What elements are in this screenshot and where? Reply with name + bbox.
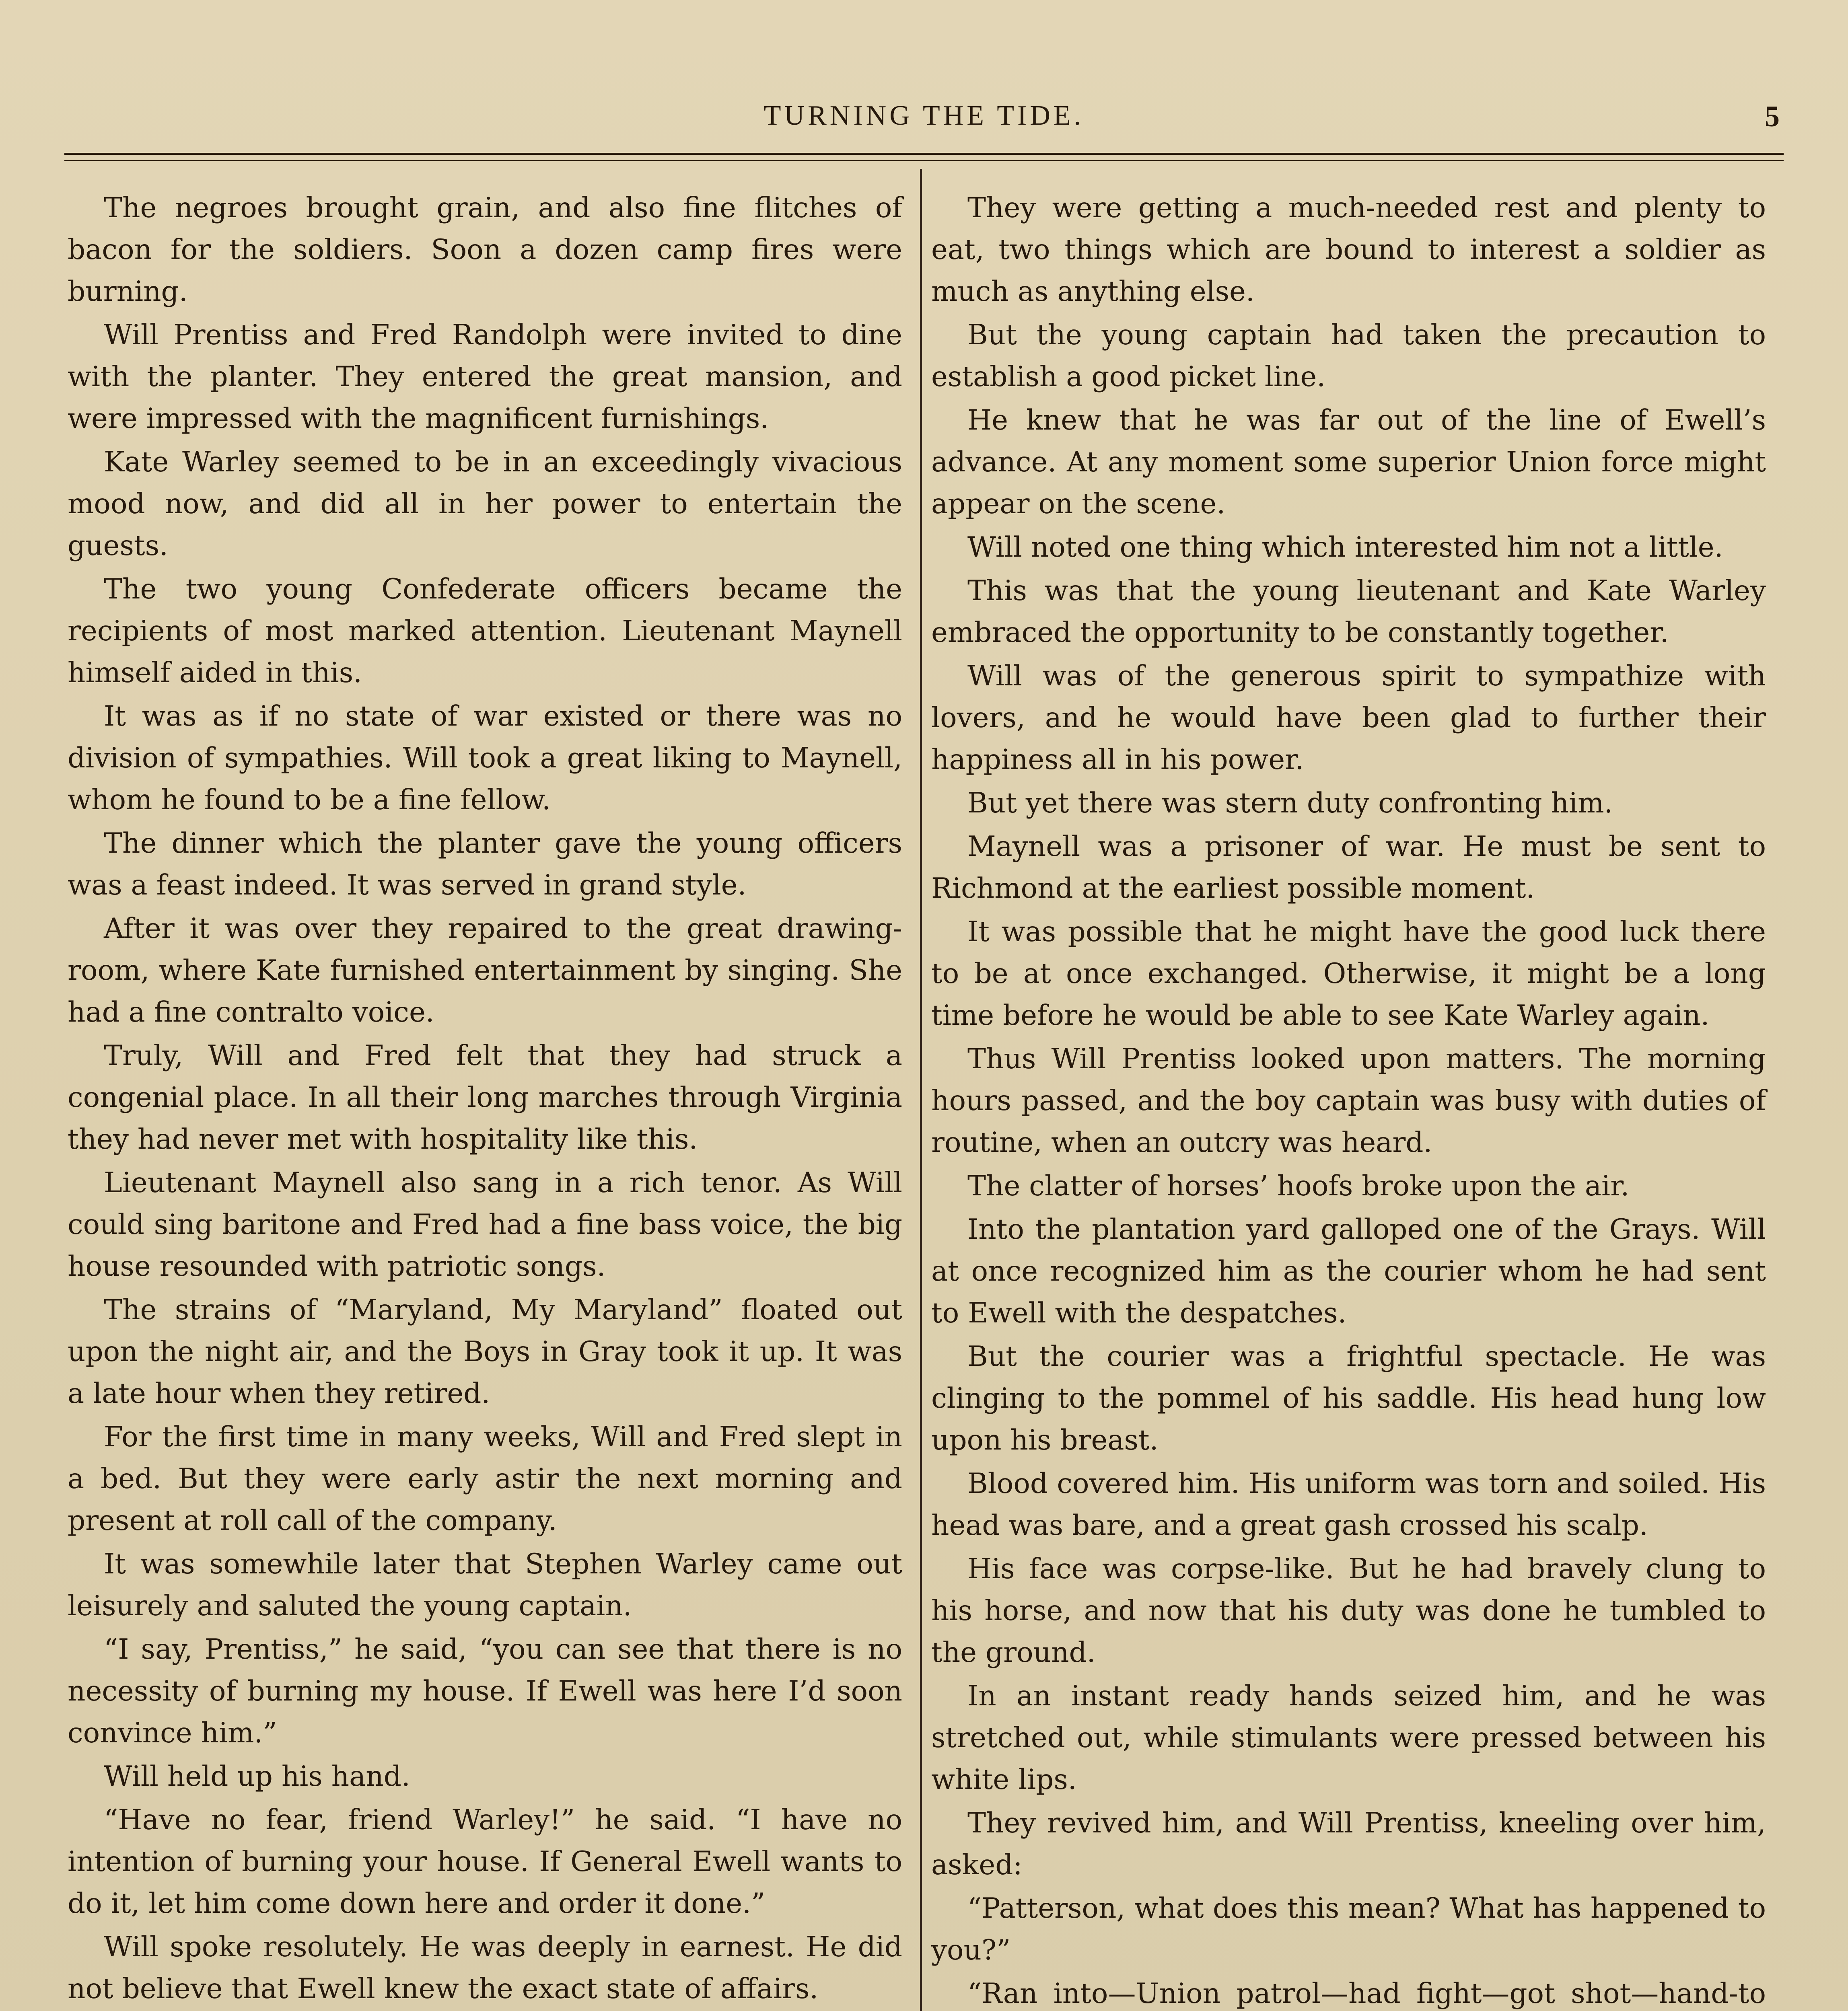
paragraph: He knew that he was far out of the line of Ewell’s advance. At any moment some superior Union force might appear on the scene. <box>931 404 1766 520</box>
paragraph: Will was of the generous spirit to sympathize with lovers, and he would have been glad to further their happiness all in his power. <box>931 660 1766 776</box>
paragraph: Will Prentiss and Fred Randolph were invited to dine with the planter. They entered the great mansion, and were impressed with the magnificent furnishings. <box>68 319 902 435</box>
paragraph: For the first time in many weeks, Will and Fred slept in a bed. But they were early astir the next morning and present at roll call of the company. <box>68 1421 902 1537</box>
paragraph: It was possible that he might have the good luck there to be at once exchanged. Otherwise, it might be a long time before he would be able to see Kate Warley again. <box>931 916 1766 1032</box>
paragraph: “Patterson, what does this mean? What has happened to you?” <box>931 1892 1766 1966</box>
paragraph: The strains of “Maryland, My Maryland” floated out upon the night air, and the Boys in Gray took it up. It was a late hour when they retired. <box>68 1294 902 1410</box>
paragraph: “Have no fear, friend Warley!” he said. “I have no intention of burning your house. If General Ewell wants to do it, let him come down here and order it done.” <box>68 1804 902 1920</box>
paragraph: Blood covered him. His uniform was torn and soiled. His head was bare, and a great gash crossed his scalp. <box>931 1468 1766 1542</box>
page-number: 5 <box>1765 100 1780 133</box>
paragraph: The dinner which the planter gave the young officers was a feast indeed. It was served in grand style. <box>68 827 902 901</box>
paragraph: Will spoke resolutely. He was deeply in earnest. He did not believe that Ewell knew the exact state of affairs. <box>68 1931 902 2005</box>
paragraph: Will noted one thing which interested him not a little. <box>967 531 1723 563</box>
paragraph: It was as if no state of war existed or there was no division of sympathies. Will took a great liking to Maynell, whom he found to be a fine fellow. <box>68 700 902 816</box>
paragraph: Thus Will Prentiss looked upon matters. The morning hours passed, and the boy captain was busy with duties of routine, when an outcry was heard. <box>931 1043 1766 1159</box>
paragraph: Truly, Will and Fred felt that they had struck a congenial place. In all their long marches through Virginia they had never met with hospitality like this. <box>68 1040 902 1156</box>
paragraph: Kate Warley seemed to be in an exceedingly vivacious mood now, and did all in her power to entertain the guests. <box>68 446 902 562</box>
paragraph: But yet there was stern duty confronting him. <box>967 787 1613 819</box>
paragraph: Lieutenant Maynell also sang in a rich tenor. As Will could sing baritone and Fred had a fine bass voice, the big house resounded with patriotic songs. <box>68 1167 902 1283</box>
column-divider <box>920 169 922 2011</box>
paragraph: His face was corpse-like. But he had bravely clung to his horse, and now that his duty was done he tumbled to the ground. <box>931 1553 1766 1669</box>
paragraph: “Ran into—Union patrol—had fight—got shot—hand-to <box>967 1978 1766 2010</box>
paragraph: In an instant ready hands seized him, and he was stretched out, while stimulants were pressed between his white lips. <box>931 1680 1766 1796</box>
running-head: TURNING THE TIDE. <box>763 100 1085 131</box>
paragraph: But the courier was a frightful spectacle. He was clinging to the pommel of his saddle. His head hung low upon his breast. <box>931 1341 1766 1456</box>
paragraph: The clatter of horses’ hoofs broke upon the air. <box>967 1170 1630 1202</box>
paragraph: After it was over they repaired to the great drawing-room, where Kate furnished entertainment by singing. She had a fine contralto voice. <box>68 913 902 1028</box>
right-paragraphs <box>931 187 1766 2011</box>
header-rule-bottom <box>64 160 1784 161</box>
paragraph: But the young captain had taken the precaution to establish a good picket line. <box>931 319 1766 393</box>
paragraph: It was somewhile later that Stephen Warley came out leisurely and saluted the young captain. <box>68 1548 902 1622</box>
paragraph: The two young Confederate officers became the recipients of most marked attention. Lieutenant Maynell himself aided in this. <box>68 573 902 689</box>
paragraph: Will held up his hand. <box>104 1760 410 1793</box>
right-column <box>931 187 1766 2011</box>
paragraph: “I say, Prentiss,” he said, “you can see that there is no necessity of burning my house. If Ewell was here I’d soon convince him.” <box>68 1633 902 1749</box>
paragraph: They revived him, and Will Prentiss, kneeling over him, asked: <box>931 1807 1766 1881</box>
paragraph: Maynell was a prisoner of war. He must be sent to Richmond at the earliest possible moment. <box>931 831 1766 905</box>
paragraph: They were getting a much-needed rest and plenty to eat, two things which are bound to interest a soldier as much as anything else. <box>931 192 1766 308</box>
header-rule-top <box>64 153 1784 155</box>
left-column <box>68 187 902 2011</box>
paragraph: Into the plantation yard galloped one of the Grays. Will at once recognized him as the courier whom he had sent to Ewell with the despatches. <box>931 1213 1766 1329</box>
paragraph: The negroes brought grain, and also fine flitches of bacon for the soldiers. Soon a dozen camp fires were burning. <box>68 192 902 308</box>
page-header <box>64 100 1784 136</box>
left-paragraphs-before <box>68 187 902 2011</box>
paragraph: This was that the young lieutenant and Kate Warley embraced the opportunity to be constantly together. <box>931 575 1766 649</box>
